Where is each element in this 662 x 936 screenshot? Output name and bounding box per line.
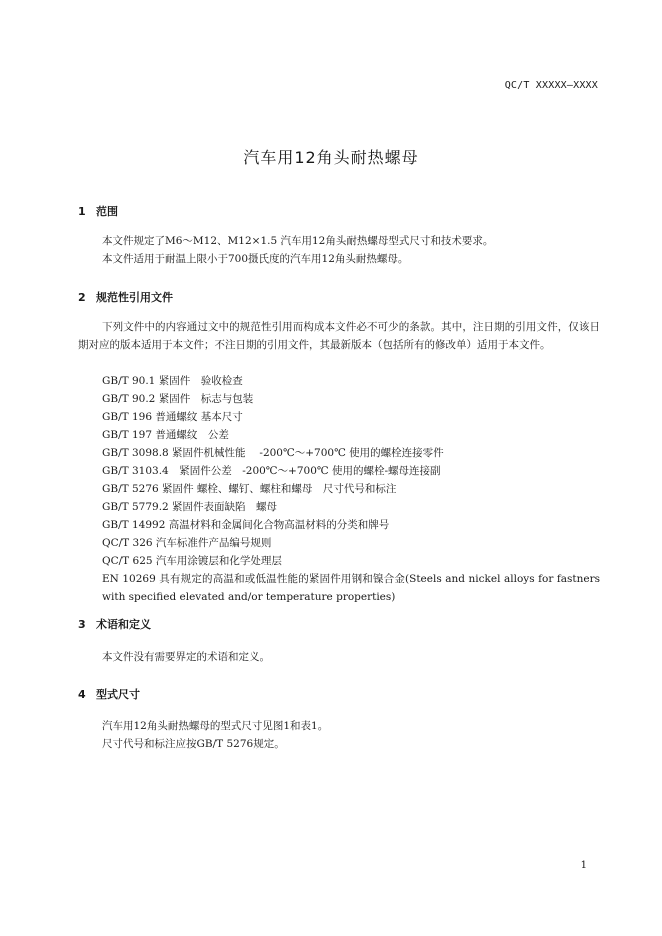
section-4-body xyxy=(78,717,600,753)
section-2-intro xyxy=(78,318,600,354)
section-3-heading xyxy=(78,616,151,632)
paragraph: 尺寸代号和标注应按GB/T 5276规定。 xyxy=(102,738,285,750)
page-number: 1 xyxy=(580,860,587,871)
reference-item: EN 10269 具有规定的高温和或低温性能的紧固件用钢和镍合金(Steels and nickel alloys for fastners with specified elevated and/or temperature properties) xyxy=(102,573,600,603)
reference-item: GB/T 90.1 紧固件 验收检查 xyxy=(102,375,243,387)
document-code: QC/T XXXXX—XXXX xyxy=(504,80,598,91)
reference-item: GB/T 197 普通螺纹 公差 xyxy=(102,429,229,441)
section-3-body xyxy=(78,648,600,666)
reference-item: GB/T 14992 高温材料和金属间化合物高温材料的分类和牌号 xyxy=(102,519,390,531)
section-title: 规范性引用文件 xyxy=(96,291,173,304)
reference-item: GB/T 5276 紧固件 螺栓、螺钉、螺柱和螺母 尺寸代号和标注 xyxy=(102,483,397,495)
reference-item: QC/T 326 汽车标准件产品编号规则 xyxy=(102,537,272,549)
section-title: 范围 xyxy=(96,205,118,218)
document-title: 汽车用12角头耐热螺母 xyxy=(243,148,419,167)
normative-references-list xyxy=(102,372,600,606)
section-number: 4 xyxy=(78,688,86,701)
section-2-heading xyxy=(78,289,173,305)
section-4-heading xyxy=(78,686,140,702)
section-number: 2 xyxy=(78,291,86,304)
reference-item: GB/T 90.2 紧固件 标志与包装 xyxy=(102,393,254,405)
paragraph: 本文件适用于耐温上限小于700摄氏度的汽车用12角头耐热螺母。 xyxy=(102,253,409,265)
section-number: 1 xyxy=(78,205,86,218)
reference-item: GB/T 3103.4 紧固件公差 -200℃～+700℃ 使用的螺栓-螺母连接副 xyxy=(102,465,441,477)
section-1-heading xyxy=(78,203,118,219)
paragraph: 下列文件中的内容通过文中的规范性引用而构成本文件必不可少的条款。其中，注日期的引用文件，仅该日期对应的版本适用于本文件；不注日期的引用文件，其最新版本（包括所有的修改单）适用于本文件。 xyxy=(78,321,600,351)
reference-item: QC/T 625 汽车用涂镀层和化学处理层 xyxy=(102,555,282,567)
paragraph: 本文件没有需要界定的术语和定义。 xyxy=(102,651,270,663)
section-1-body xyxy=(78,232,600,268)
section-title: 术语和定义 xyxy=(96,618,151,631)
reference-item: GB/T 5779.2 紧固件表面缺陷 螺母 xyxy=(102,501,278,513)
section-number: 3 xyxy=(78,618,86,631)
section-title: 型式尺寸 xyxy=(96,688,140,701)
reference-item: GB/T 196 普通螺纹 基本尺寸 xyxy=(102,411,243,423)
paragraph: 汽车用12角头耐热螺母的型式尺寸见图1和表1。 xyxy=(102,720,329,732)
reference-item: GB/T 3098.8 紧固件机械性能 -200℃～+700℃ 使用的螺栓连接零件 xyxy=(102,447,444,459)
paragraph: 本文件规定了M6～M12、M12×1.5 汽车用12角头耐热螺母型式尺寸和技术要求。 xyxy=(102,235,494,247)
